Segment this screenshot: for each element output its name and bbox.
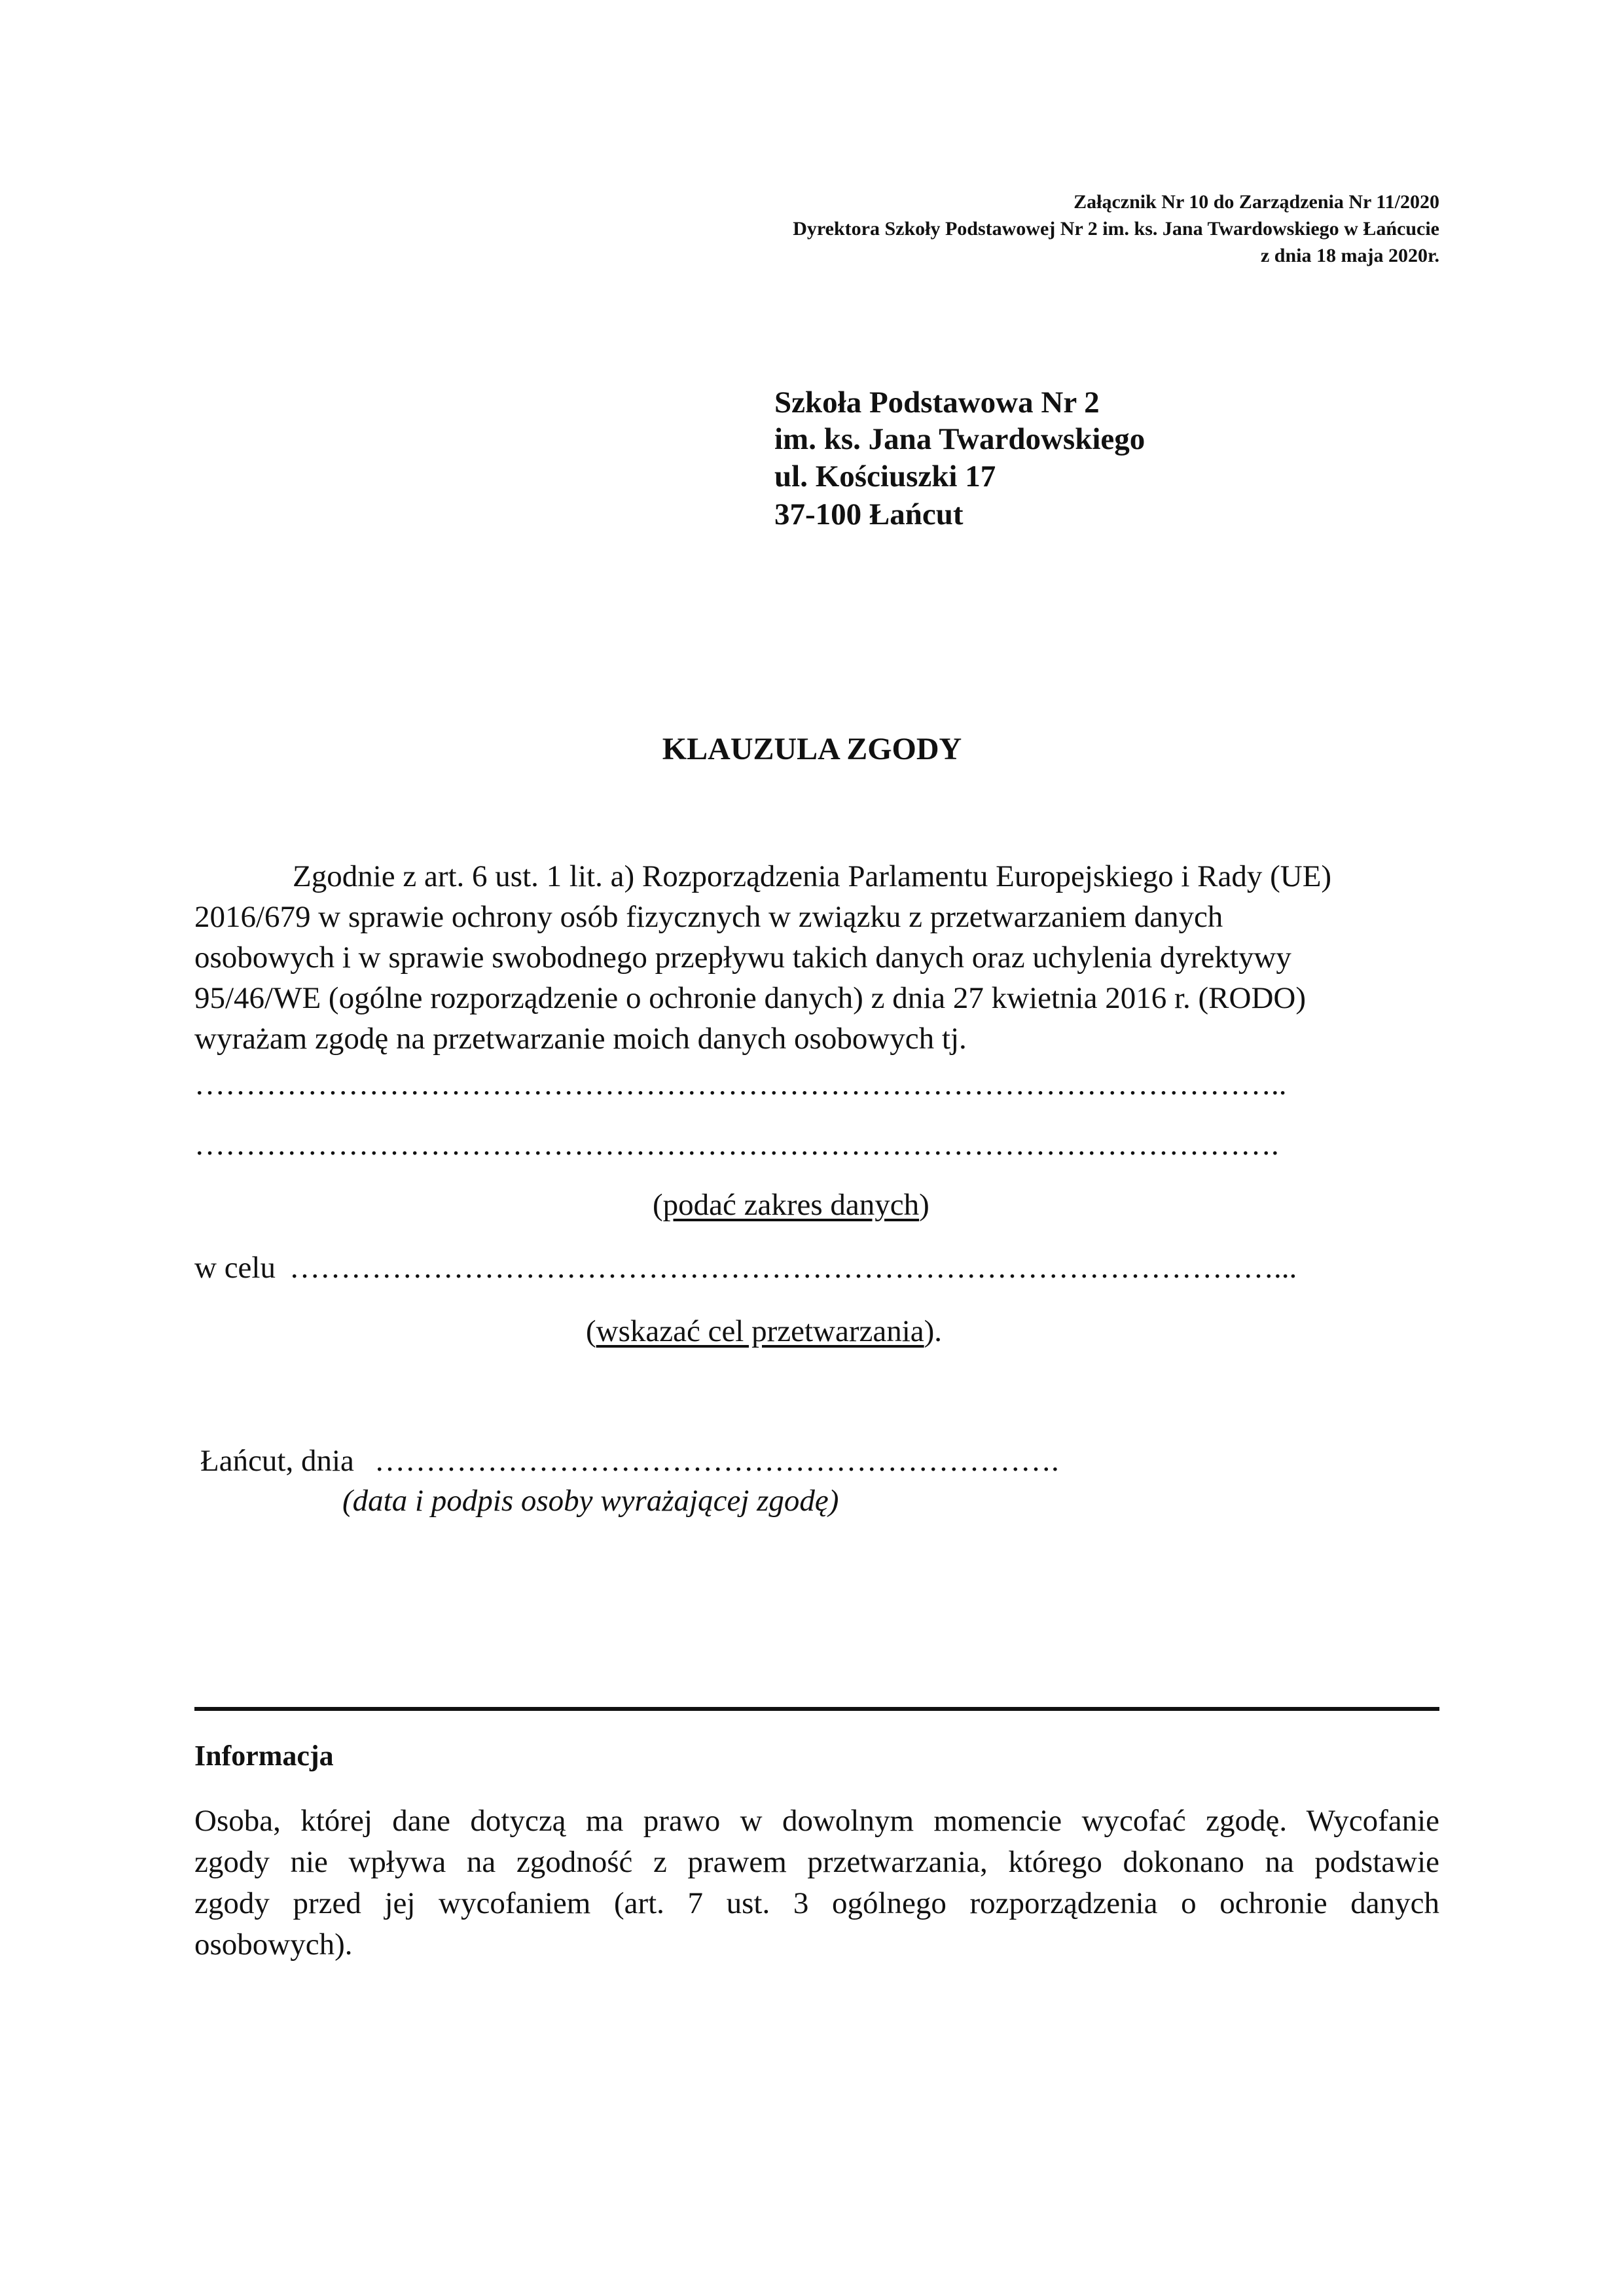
school-name: Szkoła Podstawowa Nr 2: [774, 386, 1100, 420]
place-date-label: Łańcut, dnia: [200, 1444, 354, 1478]
date-signature-fill-line[interactable]: ………………………………………………………….: [374, 1444, 1059, 1478]
purpose-hint-text: wskazać cel przetwarzania: [596, 1314, 924, 1348]
data-scope-fill-line-2[interactable]: …………………………………………………………………………………………….: [194, 1128, 1279, 1162]
header-annex-line: Załącznik Nr 10 do Zarządzenia Nr 11/2020: [1074, 191, 1439, 213]
consent-text-line-5: wyrażam zgodę na przetwarzanie moich danych osobowych tj.: [194, 1022, 967, 1056]
purpose-fill-line[interactable]: ……………………………………………………………………………………...: [289, 1251, 1297, 1285]
school-street: ul. Kościuszki 17: [774, 459, 996, 493]
document-title: KLAUZULA ZGODY: [662, 732, 962, 766]
information-line-1: Osoba, której dane dotyczą ma prawo w dowolnym momencie wycofać zgodę. Wycofanie: [194, 1804, 1439, 1838]
section-divider: [194, 1707, 1439, 1711]
information-line-3: zgody przed jej wycofaniem (art. 7 ust. 3 ogólnego rozporządzenia o ochronie danych: [194, 1886, 1439, 1920]
signature-note: (data i podpis osoby wyrażającej zgodę): [342, 1484, 839, 1518]
data-scope-fill-line-1[interactable]: ……………………………………………………………………………………………..: [194, 1067, 1287, 1102]
data-scope-hint-text: podać zakres danych: [662, 1188, 920, 1222]
purpose-hint-open: (: [586, 1314, 596, 1348]
data-scope-hint-close: ): [919, 1188, 929, 1222]
information-line-4: osobowych).: [194, 1928, 353, 1962]
data-scope-hint: [653, 1186, 929, 1224]
school-city: 37-100 Łańcut: [774, 497, 964, 531]
purpose-hint-close: ).: [924, 1314, 943, 1348]
school-patron: im. ks. Jana Twardowskiego: [774, 422, 1146, 456]
consent-text-line-3: osobowych i w sprawie swobodnego przepływu takich danych oraz uchylenia dyrektywy: [194, 941, 1291, 975]
purpose-label: w celu: [194, 1251, 276, 1285]
data-scope-hint-open: (: [653, 1188, 663, 1222]
information-heading: Informacja: [194, 1740, 334, 1772]
information-line-2: zgody nie wpływa na zgodność z prawem przetwarzania, którego dokonano na podstawie: [194, 1845, 1439, 1879]
header-director-line: Dyrektora Szkoły Podstawowej Nr 2 im. ks. Jana Twardowskiego w Łańcucie: [793, 218, 1439, 240]
consent-text-line-1: Zgodnie z art. 6 ust. 1 lit. a) Rozporządzenia Parlamentu Europejskiego i Rady (UE): [293, 859, 1332, 893]
consent-text-line-4: 95/46/WE (ogólne rozporządzenie o ochronie danych) z dnia 27 kwietnia 2016 r. (RODO): [194, 981, 1306, 1015]
purpose-hint: [586, 1312, 942, 1350]
header-date-line: z dnia 18 maja 2020r.: [1260, 245, 1439, 266]
consent-text-line-2: 2016/679 w sprawie ochrony osób fizycznych w związku z przetwarzaniem danych: [194, 900, 1223, 934]
